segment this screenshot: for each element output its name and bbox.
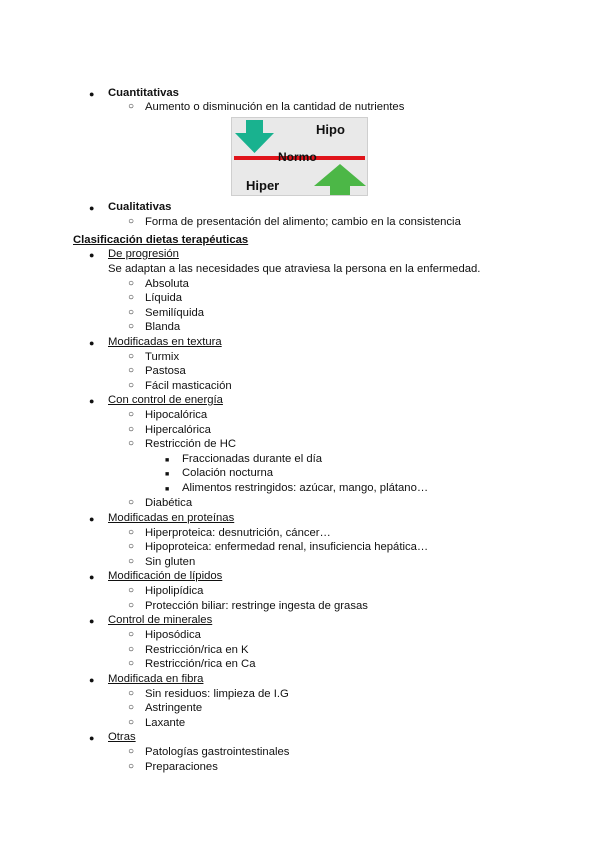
list-item: Patologías gastrointestinales [145,746,290,758]
minerales-title: Control de minerales [108,614,213,626]
bullet-circle: ○ [128,702,135,713]
progresion-desc: Se adaptan a las necesidades que atraviesa la persona en la enfermedad. [108,263,481,275]
normo-label: Normo [278,150,317,164]
bullet-circle: ○ [128,746,135,757]
list-item: Semilíquida [145,307,205,319]
bullet-disc: ● [89,572,95,582]
page-heading: Clasificación dietas terapéuticas [73,234,249,246]
bullet-circle: ○ [128,292,135,303]
cualitativas-title: Cualitativas [108,201,172,213]
list-item: Fraccionadas durante el día [182,453,323,465]
energia-title: Con control de energía [108,394,223,406]
bullet-circle: ○ [128,527,135,538]
bullet-circle: ○ [128,321,135,332]
hipo-label: Hipo [316,122,345,137]
list-item: Astringente [145,702,203,714]
bullet-circle: ○ [128,629,135,640]
list-item: Restricción/rica en Ca [145,658,256,670]
proteinas-title: Modificadas en proteínas [108,512,235,524]
list-item: Absoluta [145,278,189,290]
otras-title: Otras [108,731,136,743]
arrow-up-icon [314,164,366,195]
cuantitativas-title: Cuantitativas [108,87,179,99]
bullet-circle: ○ [128,600,135,611]
bullet-disc: ● [89,733,95,743]
list-item: Restricción de HC [145,438,237,450]
bullet-circle: ○ [128,351,135,362]
bullet-square: ■ [165,486,170,493]
list-item: Preparaciones [145,761,218,773]
list-item: Hipercalórica [145,424,211,436]
bullet-circle: ○ [128,380,135,391]
list-item: Fácil masticación [145,380,232,392]
list-item: Hiperproteica: desnutrición, cáncer… [145,527,331,539]
bullet-disc: ● [89,338,95,348]
bullet-circle: ○ [128,438,135,449]
list-item: Protección biliar: restringe ingesta de grasas [145,600,368,612]
bullet-circle: ○ [128,658,135,669]
cuantitativas-desc: Aumento o disminución en la cantidad de nutrientes [145,101,405,113]
bullet-disc: ● [89,203,95,213]
bullet-disc: ● [89,616,95,626]
bullet-circle: ○ [128,585,135,596]
bullet-disc: ● [89,396,95,406]
list-item: Alimentos restringidos: azúcar, mango, plátano… [182,482,429,494]
list-item: Hiposódica [145,629,201,641]
hipo-normo-hiper-figure [231,117,368,196]
bullet-circle: ○ [128,761,135,772]
list-item: Sin residuos: limpieza de I.G [145,688,289,700]
lipidos-title: Modificación de lípidos [108,570,223,582]
list-item: Turmix [145,351,180,363]
list-item: Sin gluten [145,556,196,568]
bullet-disc: ● [89,514,95,524]
bullet-circle: ○ [128,101,135,112]
list-item: Blanda [145,321,181,333]
bullet-disc: ● [89,250,95,260]
hiper-label: Hiper [246,178,280,193]
arrow-down-icon [235,120,274,153]
list-item: Colación nocturna [182,467,274,479]
bullet-circle: ○ [128,556,135,567]
list-item: Líquida [145,292,183,304]
list-item: Hipoproteica: enfermedad renal, insuficiencia hepática… [145,541,429,553]
list-item: Pastosa [145,365,186,377]
bullet-circle: ○ [128,409,135,420]
bullet-circle: ○ [128,424,135,435]
bullet-square: ■ [165,471,170,478]
fibra-title: Modificada en fibra [108,673,204,685]
bullet-disc: ● [89,89,95,99]
bullet-circle: ○ [128,644,135,655]
bullet-circle: ○ [128,365,135,376]
bullet-circle: ○ [128,541,135,552]
list-item: Restricción/rica en K [145,644,249,656]
bullet-circle: ○ [128,278,135,289]
cualitativas-desc: Forma de presentación del alimento; cambio en la consistencia [145,216,461,228]
bullet-square: ■ [165,457,170,464]
progresion-title: De progresión [108,248,179,260]
list-item: Diabética [145,497,193,509]
list-item: Laxante [145,717,186,729]
bullet-circle: ○ [128,688,135,699]
bullet-circle: ○ [128,216,135,227]
list-item: Hipolipídica [145,585,204,597]
bullet-circle: ○ [128,307,135,318]
bullet-circle: ○ [128,717,135,728]
textura-title: Modificadas en textura [108,336,222,348]
bullet-disc: ● [89,675,95,685]
list-item: Hipocalórica [145,409,208,421]
bullet-circle: ○ [128,497,135,508]
